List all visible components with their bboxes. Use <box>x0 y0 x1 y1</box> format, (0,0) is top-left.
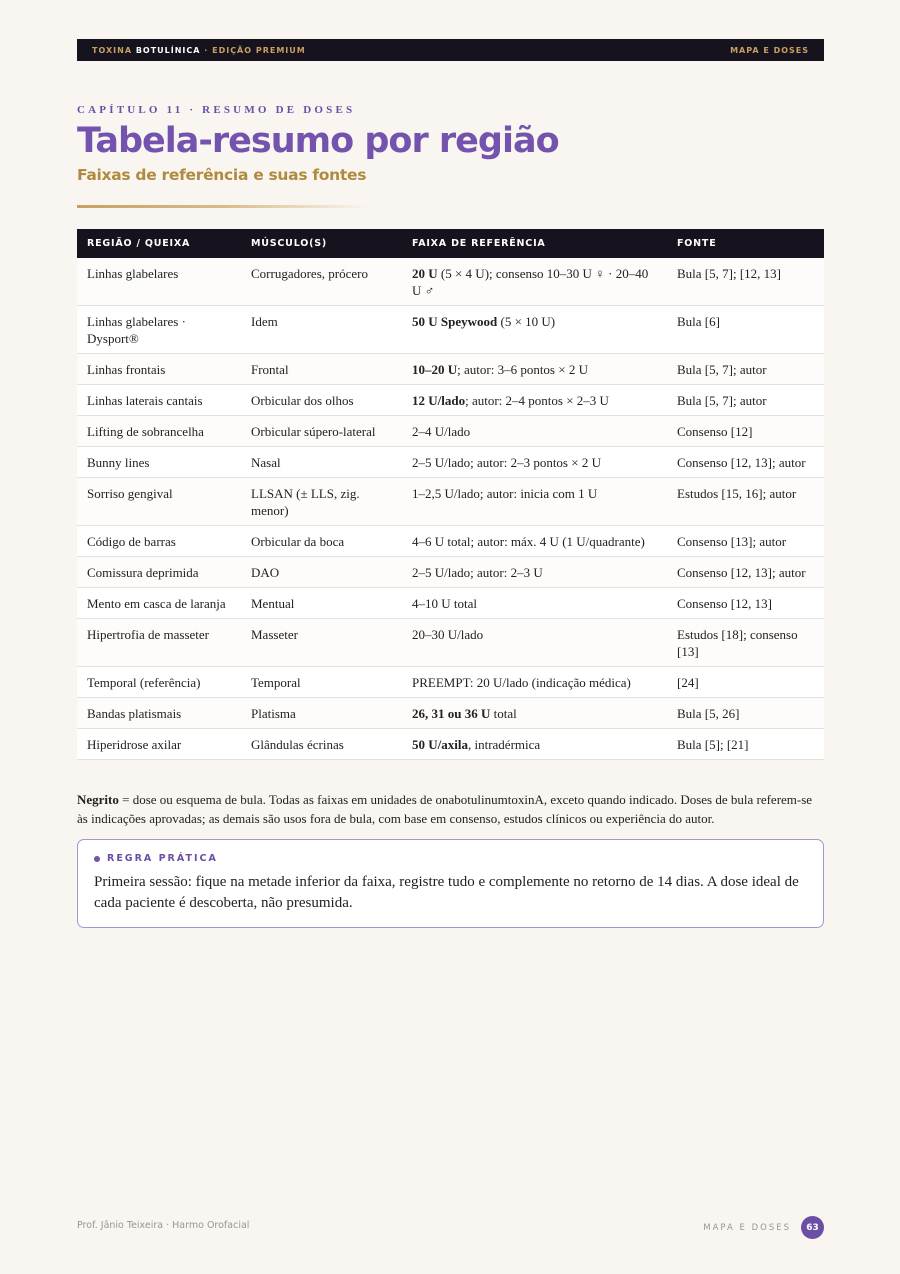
cell-source: Estudos [18]; consenso [13] <box>667 619 824 667</box>
dose-label-text: 2–5 U/lado; autor: 2–3 pontos × 2 U <box>412 455 601 470</box>
table-row <box>77 478 824 526</box>
running-header <box>77 39 824 61</box>
cell-region: Linhas frontais <box>77 354 241 385</box>
cell-region: Linhas glabelares <box>77 258 241 306</box>
cell-muscle: Orbicular da boca <box>241 526 402 557</box>
cell-dose <box>402 306 667 354</box>
cell-dose <box>402 416 667 447</box>
cell-source: Bula [5]; [21] <box>667 729 824 760</box>
dose-label-text: (5 × 10 U) <box>497 314 556 329</box>
title-divider <box>77 205 372 208</box>
table-row <box>77 526 824 557</box>
table-row <box>77 698 824 729</box>
cell-dose <box>402 588 667 619</box>
table-row <box>77 416 824 447</box>
cell-source: Consenso [12, 13] <box>667 588 824 619</box>
cell-source: Bula [5, 7]; autor <box>667 354 824 385</box>
cell-source: Bula [6] <box>667 306 824 354</box>
footnote-bold: Negrito <box>77 792 119 807</box>
cell-source: Bula [5, 26] <box>667 698 824 729</box>
tip-header <box>94 853 807 864</box>
cell-region: Temporal (referência) <box>77 667 241 698</box>
cell-muscle: Glândulas écrinas <box>241 729 402 760</box>
cell-muscle: Frontal <box>241 354 402 385</box>
footer-section: MAPA E DOSES <box>703 1222 791 1233</box>
dose-label-bold: 26, 31 ou 36 U <box>412 706 491 721</box>
cell-muscle: DAO <box>241 557 402 588</box>
dose-label-text: ; autor: 2–4 pontos × 2–3 U <box>465 393 609 408</box>
dose-label-text: (5 × 4 U); consenso 10–30 U ♀ · 20–40 U ♂ <box>412 266 649 298</box>
cell-dose <box>402 258 667 306</box>
cell-source: Consenso [13]; autor <box>667 526 824 557</box>
table-row <box>77 729 824 760</box>
tip-text: Primeira sessão: fique na metade inferior da faixa, registre tudo e complemente no retorno de 14 dias. A dose ideal de cada paciente é descoberta, não presumida. <box>94 874 799 911</box>
cell-dose <box>402 447 667 478</box>
page-title: Tabela-resumo por região <box>77 121 559 161</box>
table-row <box>77 447 824 478</box>
cell-dose <box>402 698 667 729</box>
cell-muscle: Idem <box>241 306 402 354</box>
cell-source: Bula [5, 7]; [12, 13] <box>667 258 824 306</box>
cell-muscle: Mentual <box>241 588 402 619</box>
cell-dose <box>402 667 667 698</box>
cell-muscle: Platisma <box>241 698 402 729</box>
cell-region: Hiperidrose axilar <box>77 729 241 760</box>
cell-region: Hipertrofia de masseter <box>77 619 241 667</box>
dose-label-bold: 12 U/lado <box>412 393 466 408</box>
cell-muscle: LLSAN (± LLS, zig. menor) <box>241 478 402 526</box>
dose-label-text: PREEMPT: 20 U/lado (indicação médica) <box>412 675 631 690</box>
header-section: MAPA E DOSES <box>730 45 809 55</box>
dose-label-text: total <box>490 706 517 721</box>
dose-label-text: ; autor: 3–6 pontos × 2 U <box>457 362 588 377</box>
cell-region: Linhas glabelares · Dysport® <box>77 306 241 354</box>
table-row <box>77 588 824 619</box>
cell-muscle: Temporal <box>241 667 402 698</box>
table-row <box>77 619 824 667</box>
header-brand-main: BOTULÍNICA <box>135 45 201 55</box>
column-header-source: FONTE <box>667 229 824 258</box>
cell-dose <box>402 478 667 526</box>
dose-label-text: 2–4 U/lado <box>412 424 471 439</box>
table-row <box>77 258 824 306</box>
cell-dose <box>402 354 667 385</box>
table-row <box>77 385 824 416</box>
cell-dose <box>402 619 667 667</box>
cell-region: Sorriso gengival <box>77 478 241 526</box>
header-brand-prefix: TOXINA <box>92 45 133 55</box>
dose-label-bold: 50 U/axila <box>412 737 468 752</box>
cell-source: Consenso [12] <box>667 416 824 447</box>
table-footnote <box>77 790 824 828</box>
header-brand <box>92 46 306 55</box>
dose-label-text: 20–30 U/lado <box>412 627 484 642</box>
column-header-muscle: MÚSCULO(S) <box>241 229 402 258</box>
tip-label: REGRA PRÁTICA <box>107 853 218 864</box>
cell-muscle: Corrugadores, prócero <box>241 258 402 306</box>
cell-muscle: Orbicular dos olhos <box>241 385 402 416</box>
header-brand-suffix: · EDIÇÃO PREMIUM <box>204 45 306 55</box>
tip-callout <box>77 839 824 928</box>
cell-muscle: Nasal <box>241 447 402 478</box>
cell-dose <box>402 526 667 557</box>
column-header-region: REGIÃO / QUEIXA <box>77 229 241 258</box>
dose-label-bold: 20 U <box>412 266 438 281</box>
table-header-row <box>77 229 824 258</box>
table-row <box>77 667 824 698</box>
cell-region: Bandas platismais <box>77 698 241 729</box>
cell-region: Mento em casca de laranja <box>77 588 241 619</box>
cell-source: Consenso [12, 13]; autor <box>667 557 824 588</box>
table-row <box>77 306 824 354</box>
footnote-text: = dose ou esquema de bula. Todas as faixas em unidades de onabotulinumtoxinA, exceto quando indicado. Doses de bula referem-se às indicações aprovadas; as demais são usos fora de bula, com base em consenso, estudos clínicos ou experiência do autor. <box>77 792 813 826</box>
cell-region: Código de barras <box>77 526 241 557</box>
dose-label-text: 1–2,5 U/lado; autor: inicia com 1 U <box>412 486 598 501</box>
cell-source: Estudos [15, 16]; autor <box>667 478 824 526</box>
cell-region: Linhas laterais cantais <box>77 385 241 416</box>
column-header-dose: FAIXA DE REFERÊNCIA <box>402 229 667 258</box>
footer-right <box>703 1216 824 1239</box>
cell-dose <box>402 557 667 588</box>
cell-dose <box>402 729 667 760</box>
cell-region: Lifting de sobrancelha <box>77 416 241 447</box>
cell-region: Bunny lines <box>77 447 241 478</box>
dose-label-text: 4–10 U total <box>412 596 477 611</box>
cell-muscle: Orbicular súpero-lateral <box>241 416 402 447</box>
chapter-label: CAPÍTULO 11 · RESUMO DE DOSES <box>77 104 356 116</box>
bullet-dot-icon <box>94 856 100 862</box>
footer-author: Prof. Jânio Teixeira · Harmo Orofacial <box>77 1220 250 1231</box>
dose-label-bold: 10–20 U <box>412 362 458 377</box>
cell-source: Consenso [12, 13]; autor <box>667 447 824 478</box>
dose-label-text: 2–5 U/lado; autor: 2–3 U <box>412 565 543 580</box>
dose-summary-table <box>77 229 824 760</box>
table-row <box>77 557 824 588</box>
dose-label-bold: 50 U Speywood <box>412 314 498 329</box>
dose-label-text: , intradérmica <box>467 737 541 752</box>
table-row <box>77 354 824 385</box>
cell-muscle: Masseter <box>241 619 402 667</box>
dose-label-text: 4–6 U total; autor: máx. 4 U (1 U/quadrante) <box>412 534 645 549</box>
cell-dose <box>402 385 667 416</box>
page-subtitle: Faixas de referência e suas fontes <box>77 166 367 184</box>
cell-source: Bula [5, 7]; autor <box>667 385 824 416</box>
cell-region: Comissura deprimida <box>77 557 241 588</box>
page-number-badge: 63 <box>801 1216 824 1239</box>
cell-source: [24] <box>667 667 824 698</box>
